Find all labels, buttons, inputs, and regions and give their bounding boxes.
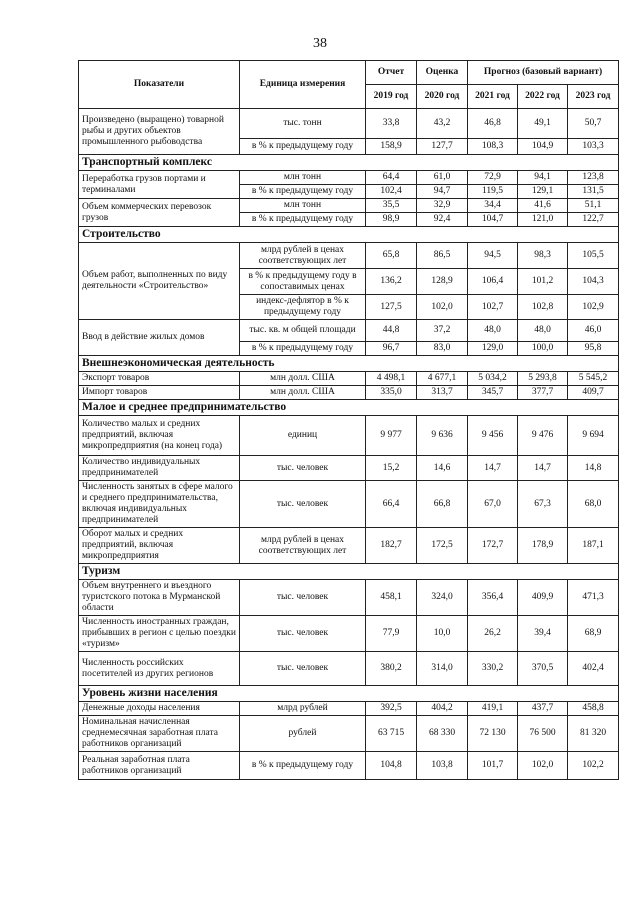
value-cell: 9 636 <box>417 416 468 456</box>
value-cell: 127,5 <box>366 295 417 320</box>
value-cell: 380,2 <box>366 652 417 686</box>
value-cell: 313,7 <box>417 386 468 400</box>
value-cell: 46,0 <box>568 320 619 342</box>
unit-cell: в % к предыдущему году <box>240 342 366 356</box>
table-row <box>79 752 619 780</box>
value-cell: 178,9 <box>518 528 568 564</box>
value-cell: 121,0 <box>518 213 568 227</box>
value-cell: 43,2 <box>417 109 468 139</box>
table-row <box>79 243 619 269</box>
value-cell: 377,7 <box>518 386 568 400</box>
value-cell: 49,1 <box>518 109 568 139</box>
unit-cell: млрд рублей <box>240 702 366 716</box>
value-cell: 68 330 <box>417 716 468 752</box>
section-title: Уровень жизни населения <box>79 686 619 702</box>
value-cell: 39,4 <box>518 616 568 652</box>
value-cell: 356,4 <box>468 580 518 616</box>
value-cell: 172,7 <box>468 528 518 564</box>
indicator-cell: Количество малых и средних предприятий, включая микропредприятия (на конец года) <box>79 416 240 456</box>
unit-cell: млн тонн <box>240 171 366 185</box>
header-indicator: Показатели <box>79 61 240 109</box>
value-cell: 104,3 <box>568 269 619 295</box>
section-header-row <box>79 227 619 243</box>
value-cell: 35,5 <box>366 199 417 213</box>
value-cell: 182,7 <box>366 528 417 564</box>
indicator-cell: Объем внутреннего и въездного туристского потока в Мурманской области <box>79 580 240 616</box>
value-cell: 131,5 <box>568 185 619 199</box>
value-cell: 14,6 <box>417 456 468 481</box>
value-cell: 65,8 <box>366 243 417 269</box>
page-number: 38 <box>313 36 327 51</box>
table-row <box>79 320 619 342</box>
value-cell: 100,0 <box>518 342 568 356</box>
unit-cell: тыс. человек <box>240 481 366 528</box>
value-cell: 67,0 <box>468 481 518 528</box>
section-header-row <box>79 155 619 171</box>
value-cell: 94,1 <box>518 171 568 185</box>
unit-cell: в % к предыдущему году в сопоставимых ценах <box>240 269 366 295</box>
table-row <box>79 171 619 185</box>
value-cell: 187,1 <box>568 528 619 564</box>
indicator-cell: Реальная заработная плата работников организаций <box>79 752 240 780</box>
table-row <box>79 716 619 752</box>
unit-cell: индекс-дефлятор в % к предыдущему году <box>240 295 366 320</box>
value-cell: 409,9 <box>518 580 568 616</box>
value-cell: 419,1 <box>468 702 518 716</box>
value-cell: 14,7 <box>468 456 518 481</box>
value-cell: 370,5 <box>518 652 568 686</box>
value-cell: 122,7 <box>568 213 619 227</box>
value-cell: 48,0 <box>518 320 568 342</box>
value-cell: 95,8 <box>568 342 619 356</box>
indicator-cell: Переработка грузов портами и терминалами <box>79 171 240 199</box>
value-cell: 105,5 <box>568 243 619 269</box>
header-report: Отчет <box>366 61 417 85</box>
value-cell: 68,0 <box>568 481 619 528</box>
value-cell: 64,4 <box>366 171 417 185</box>
indicator-cell: Количество индивидуальных предпринимателей <box>79 456 240 481</box>
header-estimate: Оценка <box>417 61 468 85</box>
unit-cell: в % к предыдущему году <box>240 185 366 199</box>
section-header-row <box>79 356 619 372</box>
value-cell: 98,9 <box>366 213 417 227</box>
value-cell: 103,3 <box>568 139 619 155</box>
unit-cell: в % к предыдущему году <box>240 139 366 155</box>
table-row <box>79 702 619 716</box>
value-cell: 103,8 <box>417 752 468 780</box>
indicator-cell: Численность российских посетителей из других регионов <box>79 652 240 686</box>
value-cell: 9 977 <box>366 416 417 456</box>
value-cell: 50,7 <box>568 109 619 139</box>
indicator-cell: Оборот малых и средних предприятий, включая микропредприятия <box>79 528 240 564</box>
section-title: Строительство <box>79 227 619 243</box>
forecast-table <box>78 60 619 780</box>
value-cell: 458,1 <box>366 580 417 616</box>
table-row <box>79 386 619 400</box>
value-cell: 108,3 <box>468 139 518 155</box>
value-cell: 41,6 <box>518 199 568 213</box>
header-forecast: Прогноз (базовый вариант) <box>468 61 619 85</box>
value-cell: 26,2 <box>468 616 518 652</box>
value-cell: 127,7 <box>417 139 468 155</box>
table-row <box>79 481 619 528</box>
value-cell: 96,7 <box>366 342 417 356</box>
value-cell: 102,2 <box>568 752 619 780</box>
header-year-2023: 2023 год <box>568 85 619 109</box>
header-year-2022: 2022 год <box>518 85 568 109</box>
value-cell: 104,9 <box>518 139 568 155</box>
table-row <box>79 456 619 481</box>
value-cell: 68,9 <box>568 616 619 652</box>
indicator-cell: Объем коммерческих перевозок грузов <box>79 199 240 227</box>
header-year-2019: 2019 год <box>366 85 417 109</box>
table-row <box>79 372 619 386</box>
unit-cell: тыс. человек <box>240 456 366 481</box>
value-cell: 402,4 <box>568 652 619 686</box>
value-cell: 102,4 <box>366 185 417 199</box>
indicator-cell: Численность иностранных граждан, прибывших в регион с целью поездки «туризм» <box>79 616 240 652</box>
unit-cell: в % к предыдущему году <box>240 752 366 780</box>
value-cell: 33,8 <box>366 109 417 139</box>
unit-cell: тыс. человек <box>240 580 366 616</box>
value-cell: 102,7 <box>468 295 518 320</box>
value-cell: 324,0 <box>417 580 468 616</box>
unit-cell: единиц <box>240 416 366 456</box>
value-cell: 81 320 <box>568 716 619 752</box>
value-cell: 66,8 <box>417 481 468 528</box>
value-cell: 101,7 <box>468 752 518 780</box>
value-cell: 128,9 <box>417 269 468 295</box>
indicator-cell: Произведено (выращено) товарной рыбы и других объектов промышленного рыбоводства <box>79 109 240 155</box>
section-title: Транспортный комплекс <box>79 155 619 171</box>
section-header-row <box>79 400 619 416</box>
value-cell: 335,0 <box>366 386 417 400</box>
unit-cell: тыс. человек <box>240 616 366 652</box>
value-cell: 172,5 <box>417 528 468 564</box>
value-cell: 83,0 <box>417 342 468 356</box>
value-cell: 4 677,1 <box>417 372 468 386</box>
section-title: Внешнеэкономическая деятельность <box>79 356 619 372</box>
value-cell: 314,0 <box>417 652 468 686</box>
value-cell: 404,2 <box>417 702 468 716</box>
value-cell: 34,4 <box>468 199 518 213</box>
value-cell: 5 034,2 <box>468 372 518 386</box>
value-cell: 92,4 <box>417 213 468 227</box>
header-year-2021: 2021 год <box>468 85 518 109</box>
value-cell: 72,9 <box>468 171 518 185</box>
value-cell: 437,7 <box>518 702 568 716</box>
value-cell: 66,4 <box>366 481 417 528</box>
indicator-cell: Импорт товаров <box>79 386 240 400</box>
table-row <box>79 416 619 456</box>
value-cell: 37,2 <box>417 320 468 342</box>
value-cell: 46,8 <box>468 109 518 139</box>
table-row <box>79 199 619 213</box>
value-cell: 14,8 <box>568 456 619 481</box>
header-year-2020: 2020 год <box>417 85 468 109</box>
value-cell: 136,2 <box>366 269 417 295</box>
section-title: Малое и среднее предпринимательство <box>79 400 619 416</box>
value-cell: 48,0 <box>468 320 518 342</box>
table-row <box>79 528 619 564</box>
value-cell: 72 130 <box>468 716 518 752</box>
value-cell: 44,8 <box>366 320 417 342</box>
indicator-cell: Ввод в действие жилых домов <box>79 320 240 356</box>
value-cell: 409,7 <box>568 386 619 400</box>
unit-cell: в % к предыдущему году <box>240 213 366 227</box>
value-cell: 94,5 <box>468 243 518 269</box>
table-row <box>79 109 619 139</box>
indicator-cell: Численность занятых в сфере малого и среднего предпринимательства, включая индивидуальных предпринимателей <box>79 481 240 528</box>
value-cell: 32,9 <box>417 199 468 213</box>
value-cell: 98,3 <box>518 243 568 269</box>
value-cell: 86,5 <box>417 243 468 269</box>
value-cell: 5 293,8 <box>518 372 568 386</box>
header-unit: Единица измерения <box>240 61 366 109</box>
unit-cell: млн долл. США <box>240 386 366 400</box>
value-cell: 63 715 <box>366 716 417 752</box>
value-cell: 77,9 <box>366 616 417 652</box>
value-cell: 76 500 <box>518 716 568 752</box>
value-cell: 345,7 <box>468 386 518 400</box>
table-row <box>79 616 619 652</box>
value-cell: 123,8 <box>568 171 619 185</box>
unit-cell: млрд рублей в ценах соответствующих лет <box>240 243 366 269</box>
value-cell: 15,2 <box>366 456 417 481</box>
value-cell: 61,0 <box>417 171 468 185</box>
section-header-row <box>79 564 619 580</box>
value-cell: 104,7 <box>468 213 518 227</box>
table-row <box>79 652 619 686</box>
indicator-cell: Номинальная начисленная среднемесячная заработная плата работников организаций <box>79 716 240 752</box>
section-title: Туризм <box>79 564 619 580</box>
value-cell: 51,1 <box>568 199 619 213</box>
value-cell: 129,0 <box>468 342 518 356</box>
table-row <box>79 580 619 616</box>
value-cell: 10,0 <box>417 616 468 652</box>
unit-cell: млн тонн <box>240 199 366 213</box>
value-cell: 458,8 <box>568 702 619 716</box>
value-cell: 330,2 <box>468 652 518 686</box>
value-cell: 4 498,1 <box>366 372 417 386</box>
table-body <box>79 109 619 780</box>
value-cell: 129,1 <box>518 185 568 199</box>
unit-cell: рублей <box>240 716 366 752</box>
value-cell: 5 545,2 <box>568 372 619 386</box>
unit-cell: тыс. кв. м общей площади <box>240 320 366 342</box>
value-cell: 102,8 <box>518 295 568 320</box>
unit-cell: млрд рублей в ценах соответствующих лет <box>240 528 366 564</box>
value-cell: 106,4 <box>468 269 518 295</box>
value-cell: 67,3 <box>518 481 568 528</box>
indicator-cell: Экспорт товаров <box>79 372 240 386</box>
unit-cell: тыс. человек <box>240 652 366 686</box>
value-cell: 158,9 <box>366 139 417 155</box>
value-cell: 102,9 <box>568 295 619 320</box>
value-cell: 102,0 <box>417 295 468 320</box>
value-cell: 9 694 <box>568 416 619 456</box>
section-header-row <box>79 686 619 702</box>
value-cell: 119,5 <box>468 185 518 199</box>
value-cell: 14,7 <box>518 456 568 481</box>
value-cell: 94,7 <box>417 185 468 199</box>
indicator-cell: Объем работ, выполненных по виду деятельности «Строительство» <box>79 243 240 320</box>
value-cell: 471,3 <box>568 580 619 616</box>
value-cell: 9 456 <box>468 416 518 456</box>
value-cell: 392,5 <box>366 702 417 716</box>
value-cell: 9 476 <box>518 416 568 456</box>
value-cell: 102,0 <box>518 752 568 780</box>
unit-cell: тыс. тонн <box>240 109 366 139</box>
unit-cell: млн долл. США <box>240 372 366 386</box>
value-cell: 101,2 <box>518 269 568 295</box>
indicator-cell: Денежные доходы населения <box>79 702 240 716</box>
value-cell: 104,8 <box>366 752 417 780</box>
